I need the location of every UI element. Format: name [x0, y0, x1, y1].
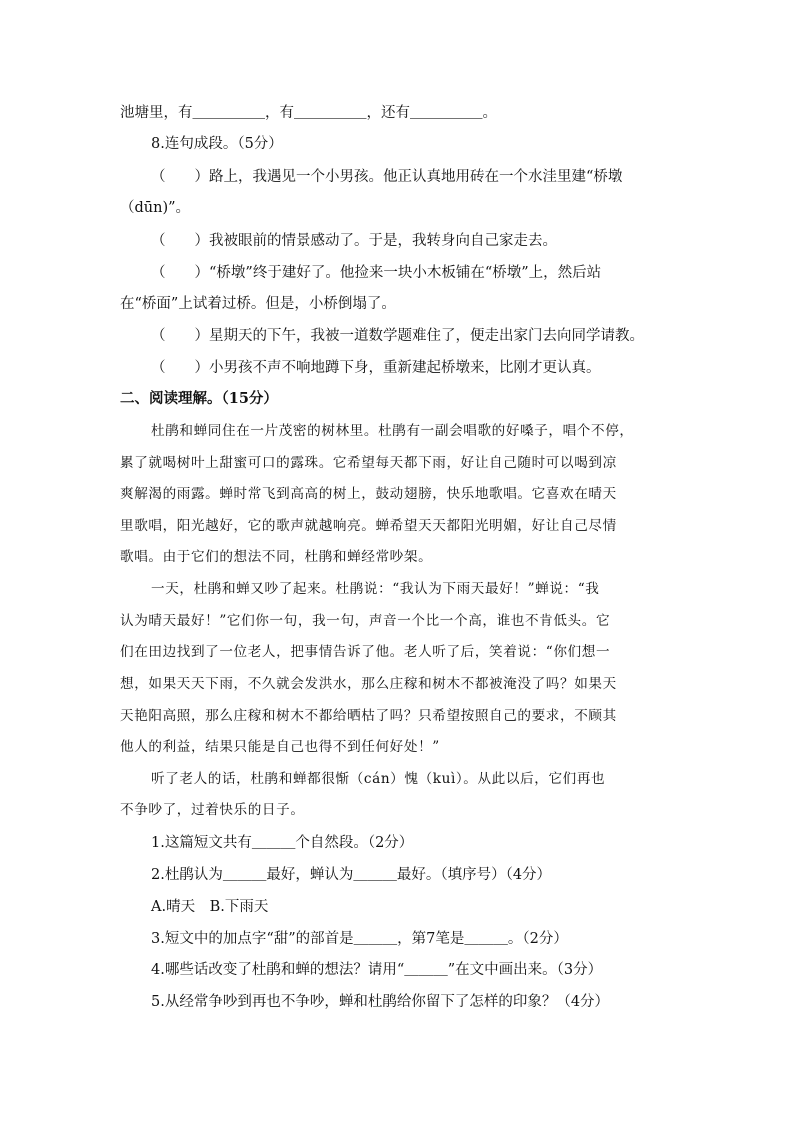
passage-line: 一天，杜鹃和蝉又吵了起来。杜鹃说：“我认为下雨天最好！”蝉说：“我: [151, 581, 600, 597]
question-2: 2.杜鹃认为＿＿＿最好，蝉认为＿＿＿最好。（填序号）（4分）: [151, 867, 552, 883]
passage-line: 歌唱。由于它们的想法不同，杜鹃和蝉经常吵架。: [120, 549, 433, 565]
passage-line: 不争吵了，过着快乐的日子。: [120, 802, 305, 818]
passage-line: 们在田边找到了一位老人，把事情告诉了他。老人听了后，笑着说：“你们想一: [120, 644, 611, 660]
sentence-option: （ ）小男孩不声不响地蹲下身，重新建起桥墩来，比刚才更认真。: [151, 360, 601, 376]
question-4: 4.哪些话改变了杜鹃和蝉的想法？请用“＿＿＿”在文中画出来。（3分）: [151, 962, 603, 978]
sentence-option: （ ）我被眼前的情景感动了。于是，我转身向自己家走去。: [151, 233, 557, 249]
passage-line: 里歌唱，阳光越好，它的歌声就越响亮。蝉希望天天都阳光明媚，好让自己尽情: [120, 518, 617, 534]
passage-line: 想，如果天天下雨，不久就会发洪水，那么庄稼和树木不都被淹没了吗？如果天: [120, 676, 617, 692]
passage-line: 听了老人的话，杜鹃和蝉都很惭（cán）愧（kuì）。从此以后，它们再也: [151, 771, 606, 787]
sentence-option: （ ）“桥墩”终于建好了。他捡来一块小木板铺在“桥墩”上，然后站: [151, 265, 602, 281]
question-8-title: 8.连句成段。（5分）: [151, 136, 283, 152]
sentence-option-continued: （dūn)”。: [120, 200, 191, 216]
passage-line: 杜鹃和蝉同住在一片茂密的树林里。杜鹃有一副会唱歌的好嗓子，唱个不停，: [151, 423, 634, 439]
sentence-option-continued: 在“桥面”上试着过桥。但是，小桥倒塌了。: [120, 296, 396, 312]
sentence-option: （ ）路上，我遇见一个小男孩。他正认真地用砖在一个水洼里建“桥墩: [151, 169, 623, 185]
question-5: 5.从经常争吵到再也不争吵，蝉和杜鹃给你留下了怎样的印象？（4分）: [151, 994, 610, 1010]
passage-line: 天艳阳高照，那么庄稼和树木不都给晒枯了吗？只希望按照自己的要求，不顾其: [120, 708, 617, 724]
passage-line: 他人的利益，结果只能是自己也得不到任何好处！”: [120, 739, 440, 755]
fill-blank-line: 池塘里，有＿＿＿＿＿，有＿＿＿＿＿，还有＿＿＿＿＿。: [120, 105, 497, 121]
passage-line: 累了就喝树叶上甜蜜可口的露珠。它希望每天都下雨，好让自己随时可以喝到凉: [120, 455, 617, 471]
question-3: 3.短文中的加点字“甜”的部首是＿＿＿，第7笔是＿＿＿。（2分）: [151, 931, 568, 947]
question-2-options: A.晴天 B.下雨天: [151, 899, 269, 915]
passage-line: 认为晴天最好！”它们你一句，我一句，声音一个比一个高，谁也不肯低头。它: [120, 613, 611, 629]
sentence-option: （ ）星期天的下午，我被一道数学题难住了，便走出家门去向同学请教。: [151, 328, 644, 344]
section-2-heading: 二、阅读理解。（15分）: [120, 390, 278, 407]
question-1: 1.这篇短文共有＿＿＿个自然段。（2分）: [151, 835, 414, 851]
passage-line: 爽解渴的雨露。蝉时常飞到高高的树上，鼓动翅膀，快乐地歌唱。它喜欢在晴天: [120, 486, 617, 502]
